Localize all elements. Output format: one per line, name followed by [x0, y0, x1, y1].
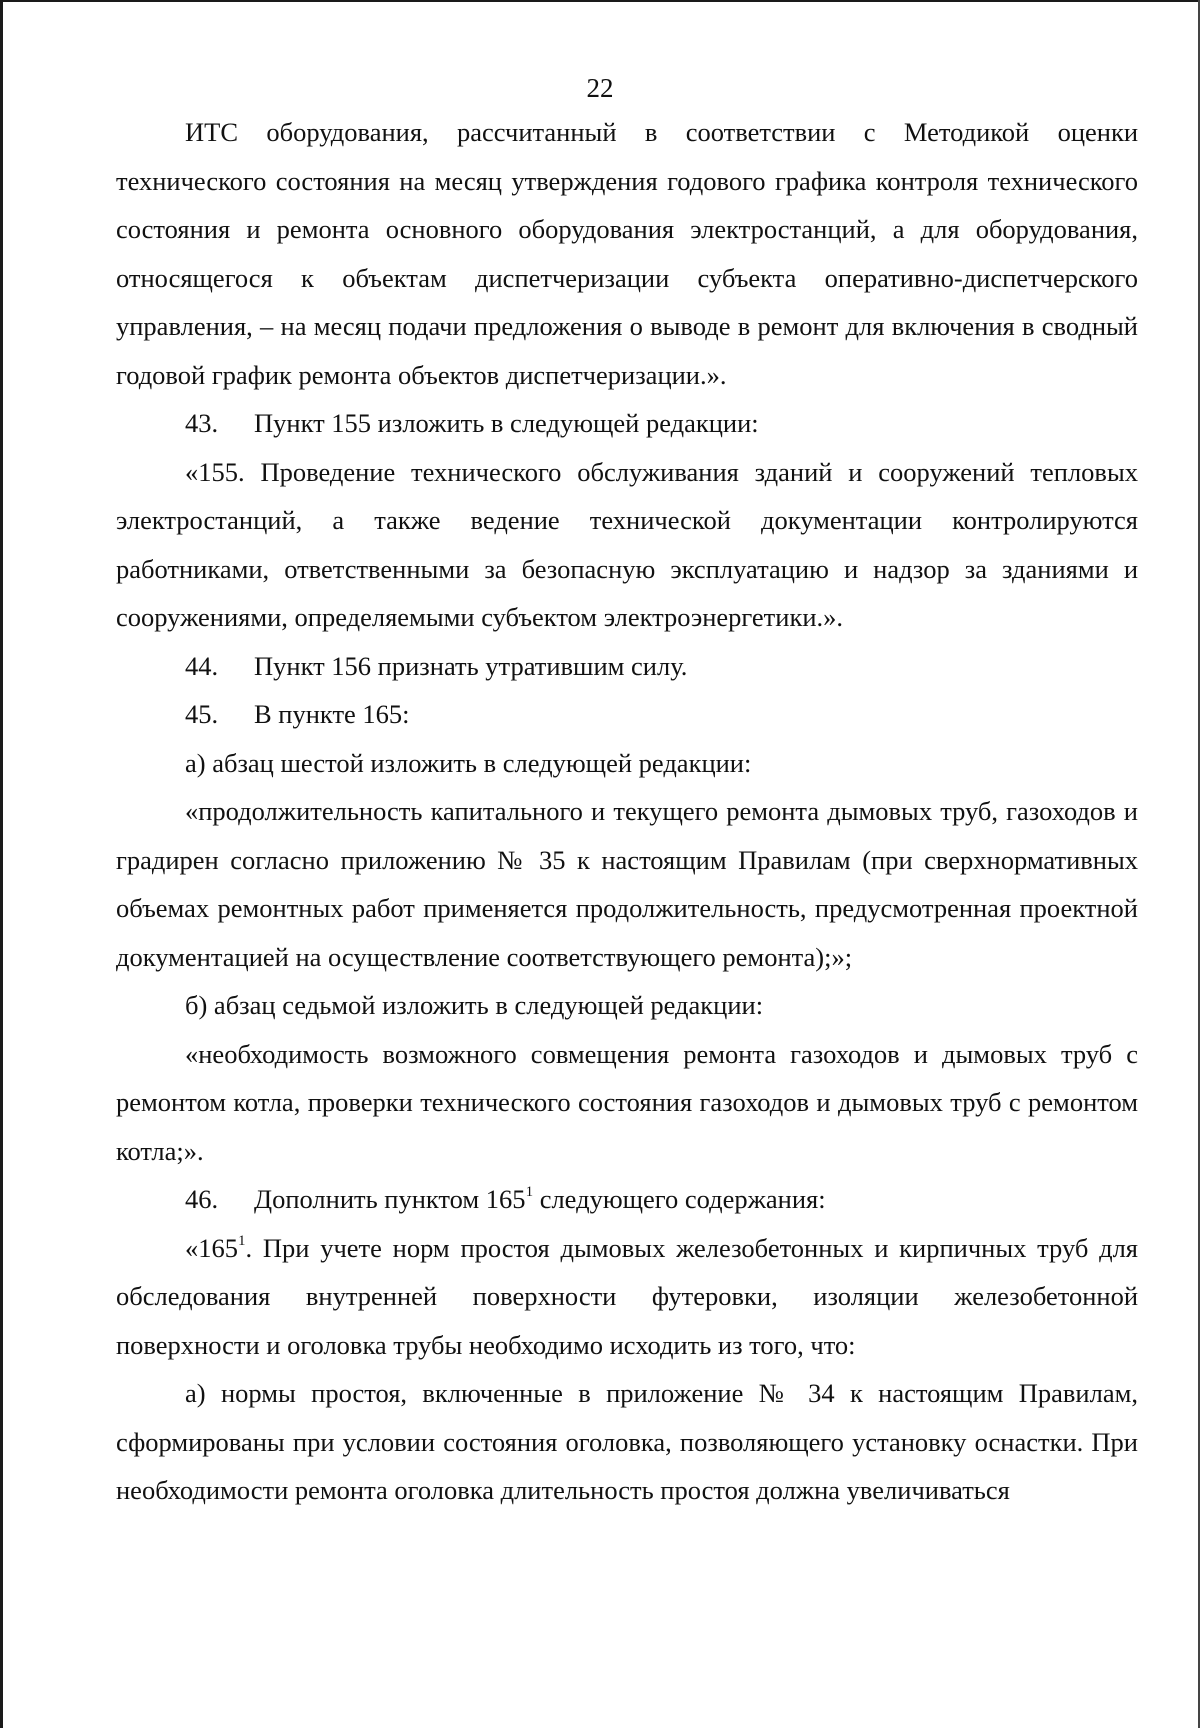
paragraph-its-equipment: ИТС оборудования, рассчитанный в соответствии с Методикой оценки технического состояния на месяц утверждения годового графика контроля технического состояния и ремонта основного оборудования электростанций, а для оборудования, относящегося к объектам диспетчеризации субъекта оперативно-диспетчерского управления, – на месяц подачи предложения о выводе в ремонт для включения в сводный годовой график ремонта объектов диспетчеризации.». — [116, 117, 1138, 390]
paragraph-text: «165 — [185, 1232, 238, 1263]
item-number: 43. — [185, 408, 219, 438]
scan-border-left — [0, 0, 3, 1728]
item-text: Пункт 156 признать утратившим силу. — [254, 650, 688, 681]
paragraph-text-cont: . При учете норм простоя дымовых железобетонных и кирпичных труб для обследования внутренней поверхности футеровки, изоляции железобетонной поверхности и оголовка трубы необходимо исходить из того, что: — [116, 1232, 1138, 1360]
superscript: 1 — [238, 1232, 246, 1249]
page-number: 22 — [586, 73, 614, 103]
list-item-43 — [116, 399, 1138, 448]
item-number: 44. — [185, 650, 219, 681]
item-number: 46. — [185, 1184, 219, 1214]
subitem-b: б) абзац седьмой изложить в следующей редакции: — [185, 990, 764, 1020]
item-text: В пункте 165: — [254, 699, 410, 729]
list-item-46 — [116, 1175, 1138, 1224]
document-body — [116, 108, 1138, 1515]
item-number: 45. — [185, 699, 219, 729]
paragraph-downtime-norms: а) нормы простоя, включенные в приложение № 34 к настоящим Правилам, сформированы при условии состояния оголовка, позволяющего установку оснастки. При необходимости ремонта оголовка длительность простоя должна увеличиваться — [116, 1378, 1138, 1505]
superscript: 1 — [525, 1184, 534, 1201]
item-text-cont: следующего содержания: — [533, 1184, 826, 1214]
item-text: Дополнить пунктом 165 — [254, 1184, 526, 1214]
list-item-45 — [116, 690, 1138, 739]
scan-border-top — [0, 0, 1200, 2]
paragraph-necessity: «необходимость возможного совмещения ремонта газоходов и дымовых труб с ремонтом котла, проверки технического состояния газоходов и дымовых труб с ремонтом котла;». — [116, 1038, 1138, 1166]
paragraph-165-1 — [116, 1224, 1138, 1370]
paragraph-155: «155. Проведение технического обслуживания зданий и сооружений тепловых электростанций, а также ведение технической документации контролируются работниками, ответственными за безопасную эксплуатацию и надзор за зданиями и сооружениями, определяемыми субъектом электроэнергетики.». — [116, 456, 1138, 632]
subitem-a: а) абзац шестой изложить в следующей редакции: — [185, 747, 752, 778]
item-text: Пункт 155 изложить в следующей редакции: — [254, 408, 759, 438]
paragraph-duration: «продолжительность капитального и текущего ремонта дымовых труб, газоходов и градирен согласно приложению № 35 к настоящим Правилам (при сверхнормативных объемах ремонтных работ применяется продолжительность, предусмотренная проектной документацией на осуществление соответствующего ремонта);»; — [116, 796, 1138, 972]
list-item-44 — [116, 642, 1138, 691]
